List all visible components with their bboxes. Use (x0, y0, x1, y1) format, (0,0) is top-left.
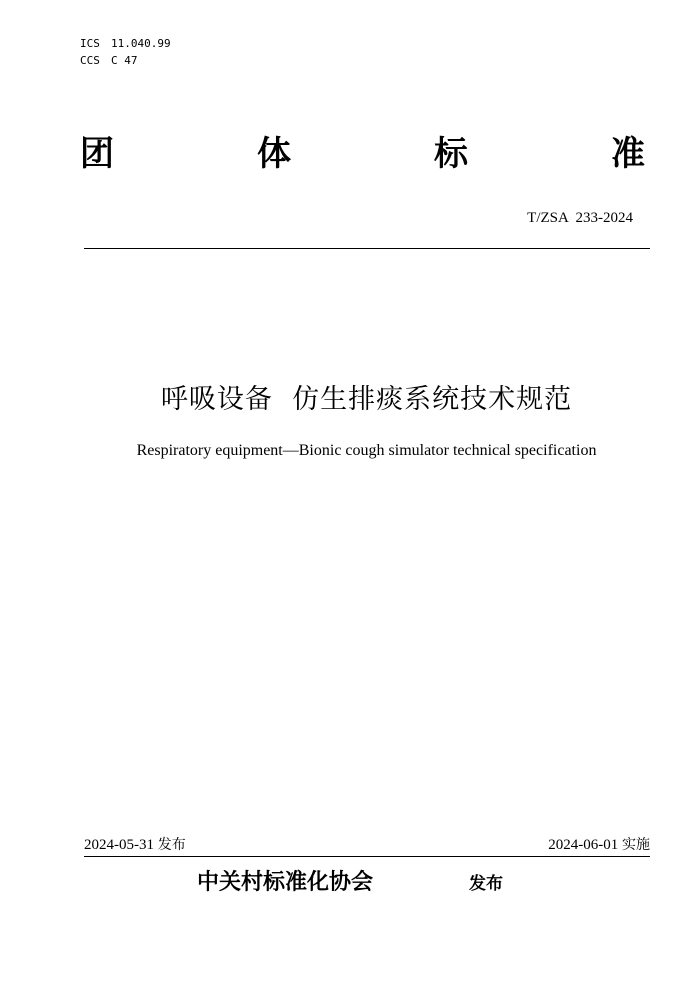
issue-date: 2024-05-31 (84, 837, 154, 853)
ccs-code (80, 52, 171, 69)
implementation-label: 实施 (622, 837, 650, 853)
ics-code (80, 35, 171, 52)
heading-char: 准 (611, 134, 645, 174)
publisher-name: 中关村标准化协会 (197, 870, 374, 895)
document-title-chinese: 呼吸设备 仿生排痰系统技术规范 (160, 384, 573, 415)
ics-label: ICS (80, 37, 100, 50)
issue-label: 发布 (157, 837, 186, 853)
heading-char: 标 (434, 134, 468, 174)
ccs-label: CCS (80, 54, 100, 67)
implementation-date-line (548, 835, 650, 855)
issue-date-line (84, 835, 186, 855)
implementation-date: 2024-06-01 (548, 837, 619, 853)
document-title-english: Respiratory equipment—Bionic cough simulator technical specification (136, 442, 597, 459)
top-divider (84, 248, 650, 249)
bottom-divider (84, 856, 650, 857)
publisher-action: 发布 (469, 874, 503, 894)
heading-char: 团 (80, 134, 114, 174)
ics-value: 11.040.99 (111, 37, 171, 50)
heading-char: 体 (257, 134, 291, 174)
standard-number: T/ZSA 233-2024 (527, 210, 633, 226)
classification-codes (80, 35, 171, 69)
ccs-value: C 47 (111, 54, 138, 67)
standard-type-heading (80, 132, 645, 176)
